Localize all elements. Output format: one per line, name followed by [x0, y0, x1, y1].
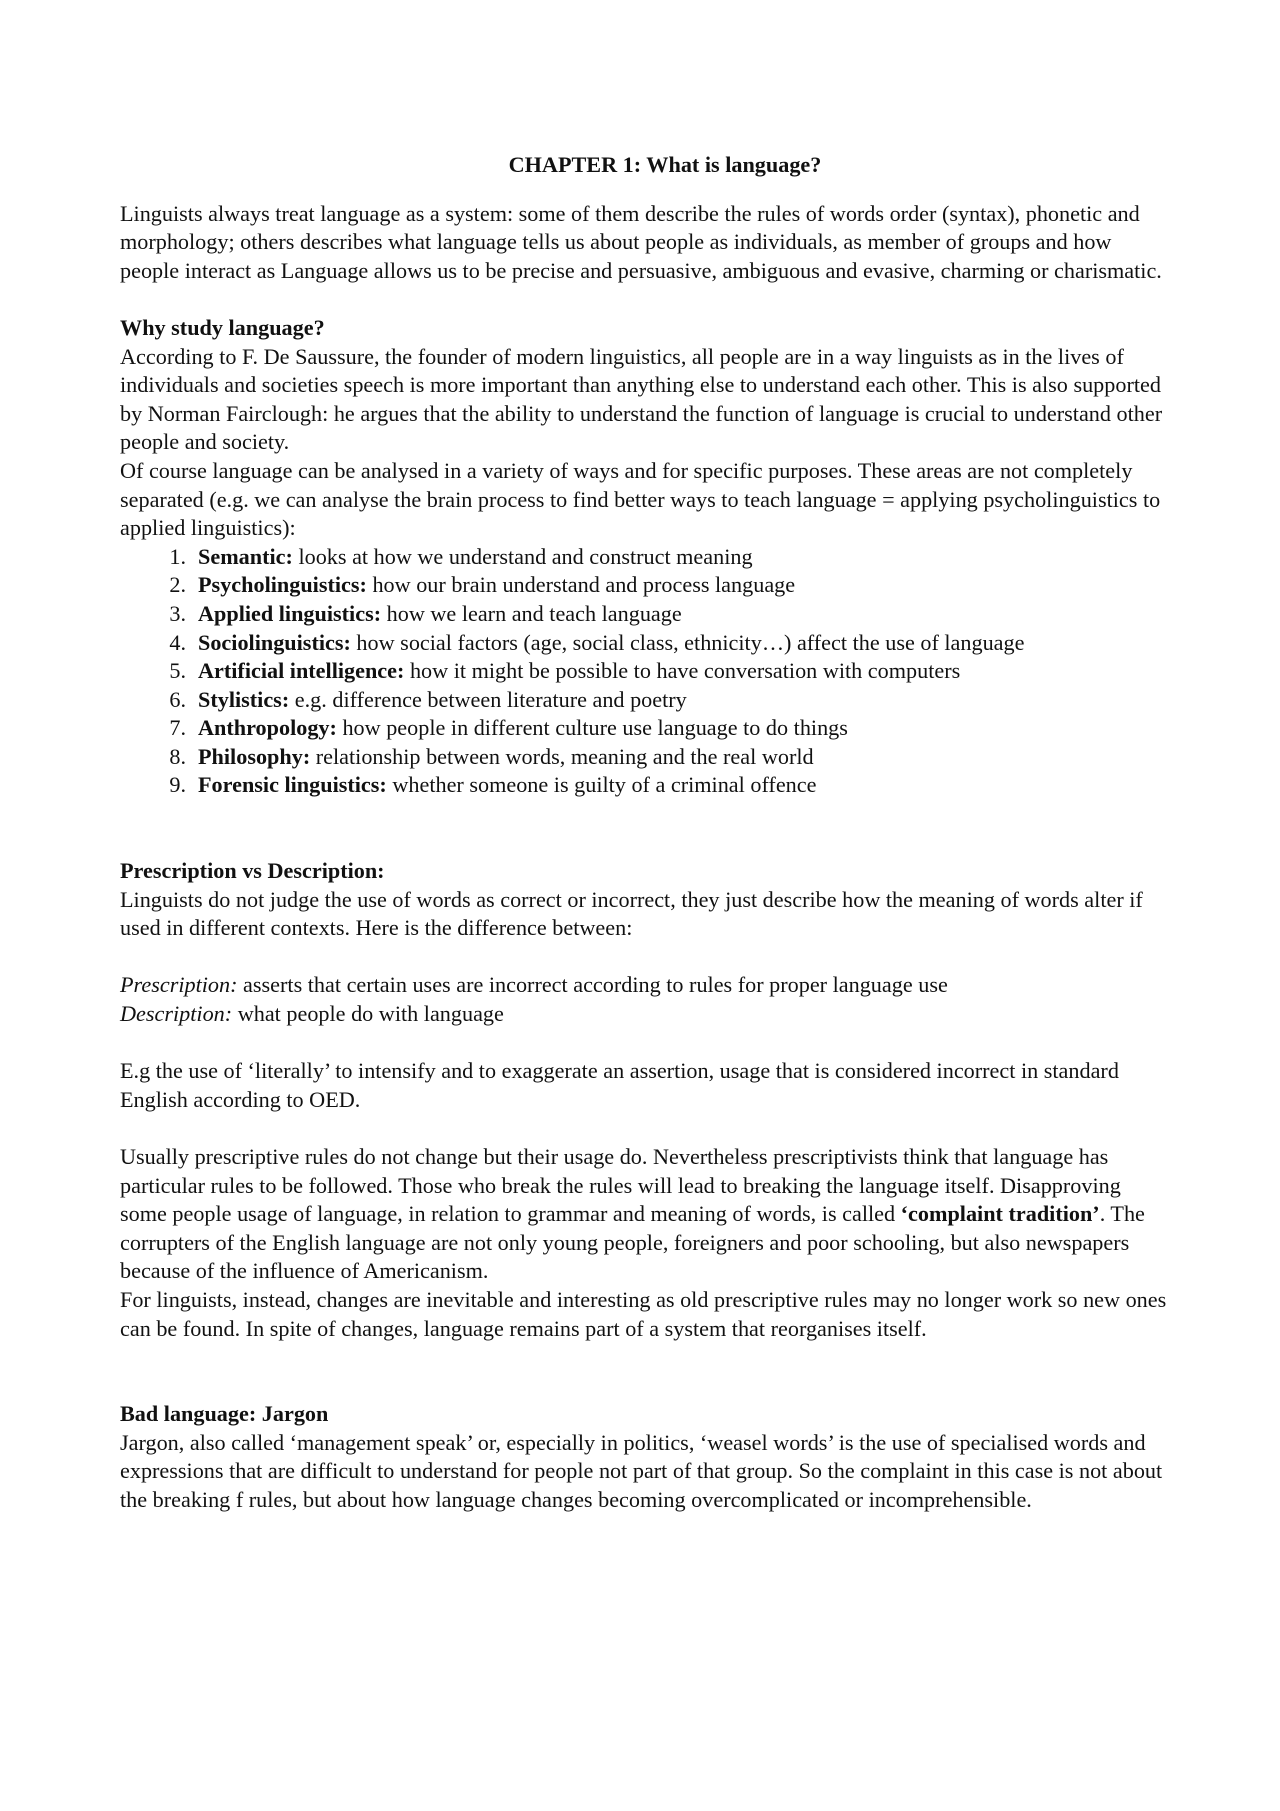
- prescription-paragraph-4: For linguists, instead, changes are inevitable and interesting as old prescriptive rules may no longer work so new ones can be found. In spite of changes, language remains part of a system that reorganises itself.: [120, 1286, 1167, 1341]
- intro-paragraph: Linguists always treat language as a system: some of them describe the rules of words order (syntax), phonetic and morphology; others describes what language tells us about people as individuals, as member of groups and how people interact as Language allows us to be precise and persuasive, ambiguous and evasive, charming or charismatic.: [120, 200, 1162, 283]
- linguistics-areas-list: [120, 543, 1170, 800]
- description-definition: Description: what people do with language: [120, 1001, 504, 1027]
- list-item: 6. Stylistics: e.g. difference between literature and poetry: [169, 686, 687, 712]
- jargon-section: [120, 1400, 1170, 1514]
- prescription-paragraph-3: Usually prescriptive rules do not change but their usage do. Nevertheless prescriptivists think that language has particular rules to be followed. Those who break the rules will lead to breaking the language itself. Disapproving some people usage of language, in relation to grammar and meaning of words, is called ‘complaint tradition’. The corrupters of the English language are not only young people, foreigners and poor schooling, but also newspapers because of the influence of Americanism.: [120, 1144, 1145, 1284]
- list-item: 8. Philosophy: relationship between words, meaning and the real world: [169, 743, 814, 769]
- list-item: 2. Psycholinguistics: how our brain understand and process language: [169, 572, 796, 598]
- why-study-heading: Why study language?: [120, 314, 325, 340]
- jargon-paragraph: Jargon, also called ‘management speak’ or, especially in politics, ‘weasel words’ is the use of specialised words and expressions that are difficult to understand for people not part of that group. So the complaint in this case is not about the breaking f rules, but about how language changes becoming overcomplicated or incomprehensible.: [120, 1429, 1163, 1512]
- list-item: 3. Applied linguistics: how we learn and teach language: [169, 600, 682, 626]
- list-item: 9. Forensic linguistics: whether someone is guilty of a criminal offence: [169, 772, 817, 798]
- document-body: [120, 151, 1170, 1515]
- list-item: 4. Sociolinguistics: how social factors (age, social class, ethnicity…) affect the use of language: [169, 629, 1025, 655]
- prescription-paragraph-1: Linguists do not judge the use of words as correct or incorrect, they just describe how the meaning of words alter if used in different contexts. Here is the difference between:: [120, 886, 1143, 941]
- jargon-heading: Bad language: Jargon: [120, 1401, 329, 1427]
- list-item: 7. Anthropology: how people in different culture use language to do things: [169, 715, 848, 741]
- prescription-section: [120, 857, 1170, 1343]
- prescription-definition: Prescription: asserts that certain uses are incorrect according to rules for proper language use: [120, 972, 948, 998]
- why-study-section: [120, 314, 1170, 800]
- literally-example: E.g the use of ‘literally’ to intensify and to exaggerate an assertion, usage that is considered incorrect in standard English according to OED.: [120, 1058, 1119, 1112]
- list-item: 1. Semantic: looks at how we understand and construct meaning: [169, 543, 753, 569]
- why-study-paragraph-2: Of course language can be analysed in a variety of ways and for specific purposes. These areas are not completely separated (e.g. we can analyse the brain process to find better ways to teach language = applying psycholinguistics to applied linguistics):: [120, 457, 1161, 541]
- chapter-title: CHAPTER 1: What is language?: [508, 152, 822, 177]
- prescription-heading: Prescription vs Description:: [120, 858, 385, 884]
- why-study-paragraph-1: According to F. De Saussure, the founder of modern linguistics, all people are in a way linguists as in the lives of individuals and societies speech is more important than anything else to understand each other. This is also supported by Norman Fairclough: he argues that the ability to understand the function of language is crucial to understand other people and society.: [120, 343, 1163, 455]
- list-item: 5. Artificial intelligence: how it might be possible to have conversation with computers: [169, 658, 961, 684]
